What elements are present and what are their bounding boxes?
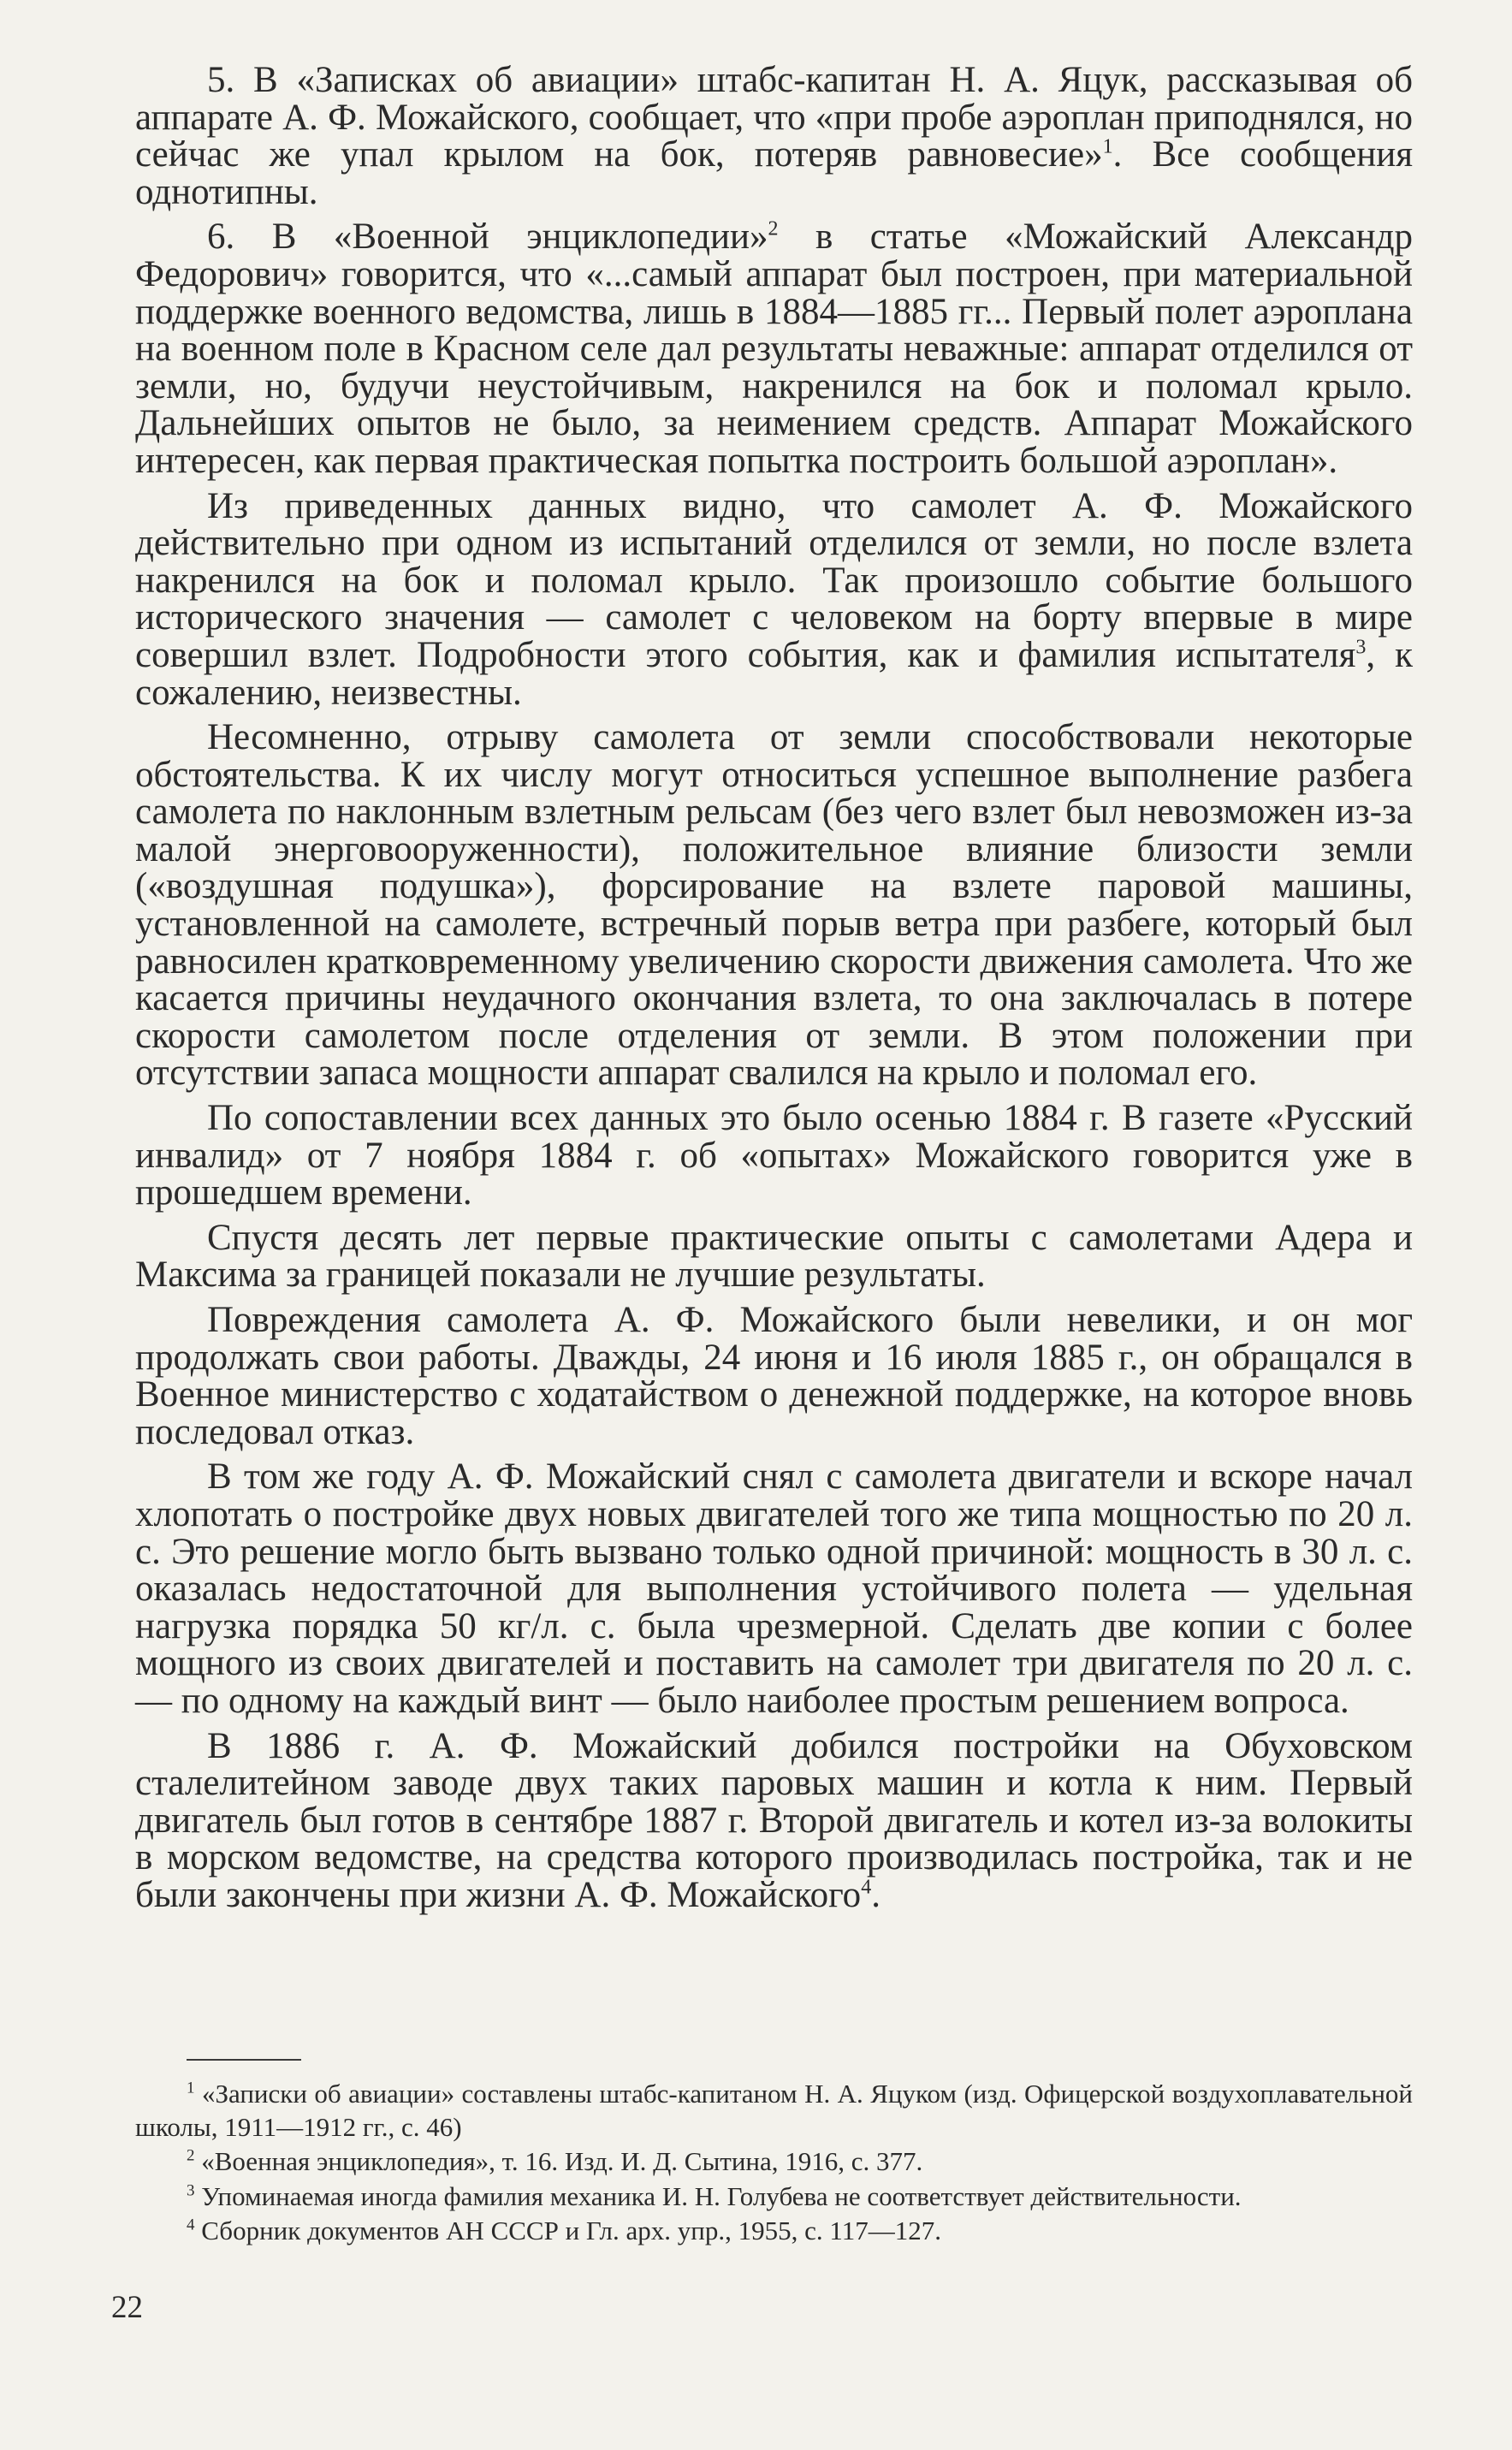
footnote-ref-4: 4: [861, 1876, 872, 1899]
paragraph-engines: В том же году А. Ф. Можайский снял с самолета двигатели и вскоре начал хлопотать о постройке двух новых двигателей того же типа мощностью по 20 л. с. Это решение могло быть вызвано только одной причиной: мощность в 30 л. с. оказалась недостаточной для выполнения устойчивого полета — удельная нагрузка порядка 50 кг/л. с. была чрезмерной. Сделать две копии с более мощного из своих двигателей и поставить на самолет три двигателя по 20 л. с. — по одному на каждый винт — было наиболее простым решением вопроса.: [135, 1456, 1413, 1721]
paragraph-date: По сопоставлении всех данных это было осенью 1884 г. В газете «Русский инвалид» от 7 ноября 1884 г. об «опытах» Можайского говорится уже в прошедшем времени.: [135, 1098, 1413, 1213]
footnote: $^4$ Сборник документов АН СССР и Гл. арх. упр., 1955, с. 117—127.: [187, 2216, 941, 2245]
footnote-ref-3: 3: [1355, 636, 1367, 659]
footnotes: [135, 2078, 1413, 2250]
footnote: $^3$ Упоминаемая иногда фамилия механика И. Н. Голубева не соответствует действительности.: [187, 2180, 1242, 2211]
footnote: $^1$ «Записки об авиации» составлены штабс-капитаном Н. А. Яцуком (изд. Офицерской воздухоплавательной школы, 1911—1912 гг., с. 46): [135, 2079, 1414, 2142]
paragraph-circumstances: Несомненно, отрыву самолета от земли способствовали некоторые обстоятельства. К их числу могут относиться успешное выполнение разбега самолета по наклонным взлетным рельсам (без чего взлет был невозможен из-за малой энерговооруженности), положительное влияние близости земли («воздушная подушка»), форсирование на взлете паровой машины, установленной на самолете, встречный порыв ветра при разбеге, который был равносилен кратковременному увеличению скорости движения самолета. Что же касается причины неудачного окончания взлета, то она заключалась в потере скорости самолетом после отделения от земли. В этом положении при отсутствии запаса мощности аппарат свалился на крыло и поломал его.: [135, 717, 1413, 1094]
paragraph-1886: В 1886 г. А. Ф. Можайский добился постройки на Обуховском сталелитейном заводе двух таких паровых машин и котла к ним. Первый двигатель был готов в сентябре 1887 г. Второй двигатель и котел из-за волокиты в морском ведомстве, на средства которого производилась постройка, так и не были закончены при жизни А. Ф. Можайского$^4$.: [135, 1725, 1413, 1915]
main-text: [135, 62, 1413, 1922]
paragraph-damage: Повреждения самолета А. Ф. Можайского были невелики, и он мог продолжать свои работы. Дважды, 24 июня и 16 июля 1885 г., он обращался в Военное министерство с ходатайством о денежной поддержке, на которое вновь последовал отказ.: [135, 1300, 1413, 1452]
footnote-divider: [187, 2059, 301, 2061]
footnote: $^2$ «Военная энциклопедия», т. 16. Изд. И. Д. Сытина, 1916, с. 377.: [187, 2146, 923, 2176]
page-number: 22: [111, 2290, 143, 2325]
paragraph-conclusion: Из приведенных данных видно, что самолет А. Ф. Можайского действительно при одном из испытаний отделился от земли, но после взлета накренился на бок и поломал крыло. Так произошло событие большого исторического значения — самолет с человеком на борту впервые в мире совершил взлет. Подробности этого события, как и фамилия испытателя$^3$, к сожалению, неизвестны.: [135, 485, 1413, 713]
footnote-ref-1: 1: [1102, 135, 1113, 158]
footnote-ref-2: 2: [768, 218, 779, 241]
paragraph-comparison: Спустя десять лет первые практические опыты с самолетами Адера и Максима за границей показали не лучшие результаты.: [135, 1217, 1413, 1296]
paragraph-6: 6. В «Военной энциклопедии»$^2$ в статье «Можайский Александр Федорович» говорится, что «...самый аппарат был построен, при материальной поддержке военного ведомства, лишь в 1884—1885 гг... Первый полет аэроплана на военном поле в Красном селе дал результаты неважные: аппарат отделился от земли, но, будучи неустойчивым, накренился на бок и поломал крыло. Дальнейших опытов не было, за неимением средств. Аппарат Можайского интересен, как первая практическая попытка построить большой аэроплан».: [135, 217, 1413, 481]
paragraph-5: 5. В «Записках об авиации» штабс-капитан Н. А. Яцук, рассказывая об аппарате А. Ф. Можайского, сообщает, что «при пробе аэроплан приподнялся, но сейчас же упал крылом на бок, потеряв равновесие»$^1$. Все сообщения однотипны.: [135, 60, 1414, 212]
